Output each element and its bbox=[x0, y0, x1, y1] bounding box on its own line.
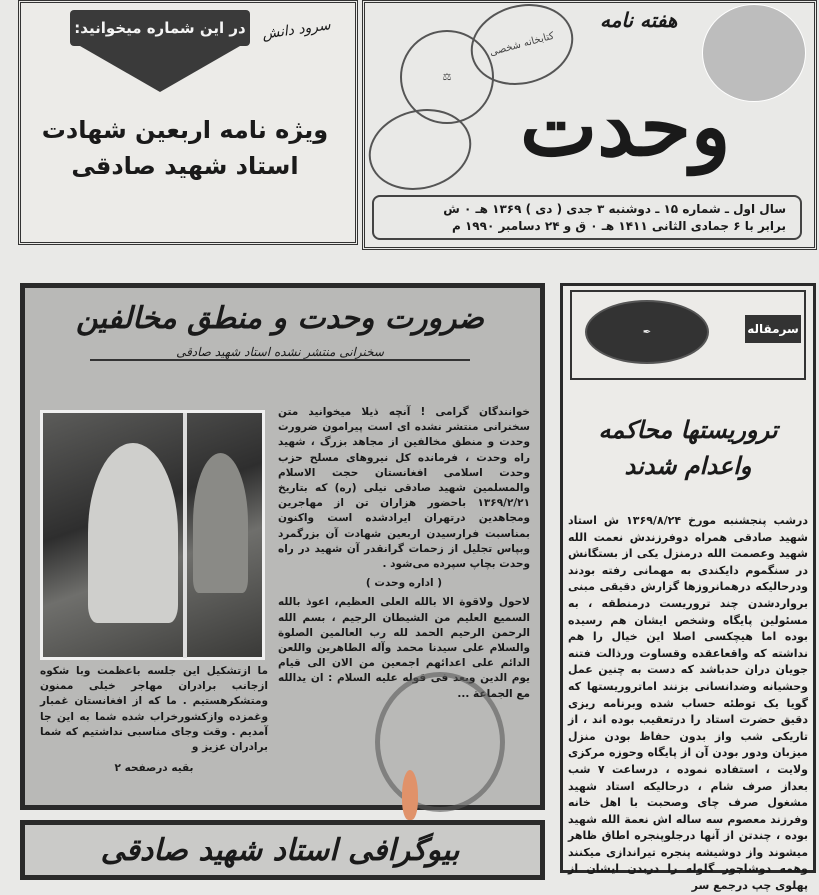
article-subtitle: سخنرانی منتشر نشده استاد شهید صادقی bbox=[90, 345, 470, 361]
article-body-left: ما ازتشکیل این جلسه باعظمت وبا شکوه ازجانب برادران مهاجر خیلی ممنون ومتشکرهستیم . ما که از افغانستان غمبار وغمزده وازکشورخراب شده شما به این جا آمدیم . وقت وجای مناسبی نداشتیم که شما برادران عزیز و bbox=[40, 665, 268, 754]
flame-icon bbox=[402, 770, 418, 820]
arrow-down-icon bbox=[80, 46, 240, 92]
weekly-label: هفته نامه bbox=[600, 8, 678, 32]
article-signature: ( اداره وحدت ) bbox=[365, 577, 443, 590]
biography-title: بیوگرافی استاد شهید صادقی bbox=[100, 833, 460, 868]
attendee-figure bbox=[193, 453, 248, 593]
editorial-title-line-2: واعدام شدند bbox=[624, 452, 752, 480]
in-this-issue-banner: در این شماره میخوانید: bbox=[70, 10, 250, 46]
special-issue-heading bbox=[24, 112, 346, 184]
redaction-circle bbox=[702, 4, 806, 102]
speaker-figure bbox=[88, 443, 178, 623]
calligraphy-emblem-icon: ✒ bbox=[585, 300, 709, 364]
editorial-label: سرمقاله bbox=[745, 315, 801, 343]
article-right-column bbox=[278, 405, 530, 702]
article-intro: خوانندگان گرامی ! آنچه ذیلا میخوانید متن سخنرانی منتشر نشده ای است پیرامون ضرورت وحدت و منطق مخالفین از مجاهد بزرگ ، شهید راه وحدت ، فرمانده کل نیروهای مسلح حزب وحدت اسلامی افغانستان حجت الاسلام والمسلمین شهید صادقی نیلی (ره) که بتاریخ ۱۳۶۹/۲/۲۱ باحضور هزاران تن از مهاجرین ومجاهدین درتهران ایرادشده است واکنون بمناسبت فرارسیدن اربعین شهادت آن بزرگمرد وبپاس تجلیل از زحمات گرانقدر آن شهید در راه وحدت بچاپ سپرده می‌شود . bbox=[278, 406, 530, 571]
editorial-body: درشب پنجشنبه مورخ ۱۳۶۹/۸/۲۴ ش استاد شهید صادقی همراه دوفرزندش نعمت الله شهید وعصمت الله درمنزل یکی از بستگانش در سنگموم دایکندی به مهمانی رفته بودند ودرحالیکه درهمانروزها گزارش دقیقی مبنی برواردشدن چند تروریست درمنطقه ، به مسئولین پایگاه وشخص ایشان هم رسیده بوده اما هیچکسی اصلا این خیال را هم نداشته که واقعاعقده وقساوت ورذالت فتنه جویان دران حدباشد که دست به چنین عمل وحشیانه وضدانسانی بزنند اماتروریستها که گویا یک توطئه حساب شده وبرنامه ریزی دقیق حضرت استاد را درتعقیب بوده اند ، از تاریکی شب واز بدون حفاظ بودن منزل میزبان ودور بودن آن از پایگاه وحوزه مرکزی ولایت ، استفاده نموده ، درساعت ۷ شب بعداز صرف شام ، درحالیکه استاد شهید مشغول صرف چای وصحبت با اهل خانه وفرزند معصوم سه ساله اش نعمة الله شهید بوده ، چندتن از آنها درجلوپنجره اطاق ظاهر میشوند واز دوشیشه پنجره تیراندازی میکنند وهمه دوشاجور گلوله را دربدن ایشان از پهلوی چپ درجمع سر bbox=[568, 514, 808, 893]
article-left-column bbox=[40, 664, 268, 776]
microphone-stand bbox=[183, 413, 187, 658]
date-line-2: برابر با ۶ جمادی الثانی ۱۴۱۱ هـ ٠ ق و ۲۴ دسامبر ۱۹۹۰ م bbox=[451, 219, 786, 233]
newspaper-title: وحدت bbox=[520, 79, 731, 175]
special-line-1: ویژه نامه اربعین شهادت bbox=[41, 116, 329, 144]
article-body-right: لاحول ولاقوة الا بالله العلی العظیم، اعوذ بالله السمیع العلیم من الشیطان الرجیم ، بسم الله الرحمن الرحیم الحمد لله رب العالمین الصلوة والسلام علی سیدنا محمد وآله الطاهرین واللعن الدائم علی اعدائهم اجمعین من الان الی قیام یوم الدین وبعد فی قوله علیه السلام : ان یدالله مع الجماعة ... bbox=[278, 596, 530, 700]
continued-note: بقیه درصفحه ۲ bbox=[114, 762, 194, 775]
article-title: ضرورت وحدت و منطق مخالفین bbox=[75, 301, 485, 336]
anthem-caption: سرود دانش bbox=[261, 17, 332, 43]
special-line-2: استاد شهید صادقی bbox=[71, 152, 299, 180]
issue-date-box bbox=[372, 195, 802, 240]
emblem-seal-icon: ⚖ bbox=[400, 30, 494, 124]
stamp-text: کتابخانه شخصی bbox=[488, 30, 556, 59]
editorial-title bbox=[570, 412, 806, 484]
editorial-title-line-1: تروریستها محاکمه bbox=[598, 416, 778, 444]
date-line-1: سال اول ـ شماره ۱۵ ـ دوشنبه ۳ جدی ( دی ) ۱۳۶۹ هـ ٠ ش bbox=[443, 202, 786, 216]
speaker-photo bbox=[40, 410, 265, 660]
